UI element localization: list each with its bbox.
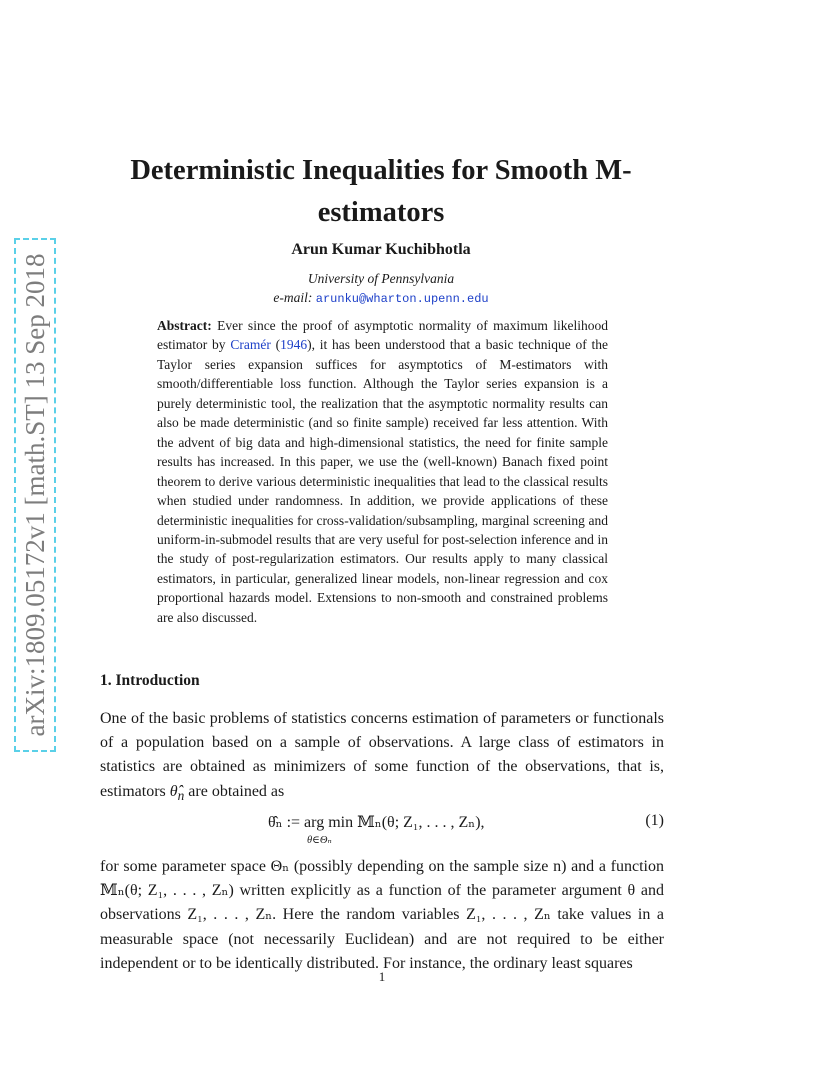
estimator-symbol: $\thetâ_n$ bbox=[169, 782, 185, 803]
citation-year-link[interactable]: 1946 bbox=[280, 337, 308, 353]
email-label: e-mail: bbox=[273, 290, 313, 305]
citation-author-link[interactable]: Cramér bbox=[230, 337, 271, 353]
paragraph-1-start: One of the basic problems of statistics concerns estimation of parameters or functionals of a population based on a sample of observations. A large class of estimators in statistics are obtained as minimizers of some function of the observations, that is, estimators bbox=[100, 710, 664, 800]
paragraph-1-end: are obtained as bbox=[188, 782, 285, 800]
abstract-label: Abstract: bbox=[157, 318, 212, 333]
affiliation: University of Pennsylvania bbox=[307, 271, 455, 286]
paper-title: Deterministic Inequalities for Smooth M-estimators bbox=[130, 155, 632, 228]
equation-subscript: θ∈Θₙ bbox=[307, 835, 332, 846]
author-name: Arun Kumar Kuchibhotla bbox=[291, 241, 471, 258]
abstract-text-rest: , it has been understood that a basic technique of the Taylor series expansion suffices for asymptotics of M-estimators with smooth/differentiable loss function. Although the Taylor series expansion is a purely deterministic tool, the realization that the asymptotic normality results can also be made deterministic (and so finite sample) received far less attention. With the advent of big data and high-dimensional statistics, the need for finite sample results has increased. In this paper, we use the (well-known) Banach fixed point theorem to derive various deterministic inequalities that lead to the classical results when studied under randomness. In addition, we provide applications of these deterministic inequalities for cross-validation/subsampling, marginal screening and uniform-in-submodel results that are very useful for post-selection inference and in the study of post-regularization estimators. Our results apply to many classical estimators, in particular, generalized linear models, non-linear regression and cox proportional hazards model. Extensions to non-smooth and constrained problems are also discussed. bbox=[157, 337, 609, 625]
section-number: 1. bbox=[100, 672, 112, 689]
intro-paragraph-1 bbox=[100, 707, 664, 808]
email-link[interactable]: arunku@wharton.upenn.edu bbox=[315, 292, 489, 306]
abstract-text-start: Ever since the proof of asymptotic normality of maximum likelihood estimator by bbox=[157, 318, 608, 353]
section-heading-introduction bbox=[100, 672, 200, 690]
page-number: 1 bbox=[378, 969, 386, 984]
email-line bbox=[100, 290, 662, 306]
arxiv-identifier: arXiv:1809.05172v1 [math.ST] 13 Sep 2018 bbox=[20, 253, 50, 737]
equation-number: (1) bbox=[645, 812, 664, 829]
abstract: Abstract: Ever since the proof of asymptotic normality of maximum likelihood estimator by Cramér (1946), it has been understood that a basic technique of the Taylor series expansion suffices for asymptotics of M-estimators with smooth/differentiable loss function. Although the Taylor series expansion is a purely deterministic tool, the realization that the asymptotic normality results can also be made deterministic (and so finite sample) received far less attention. With the advent of big data and high-dimensional statistics, the need for finite sample results has increased. In this paper, we use the (well-known) Banach fixed point theorem to derive various deterministic inequalities that lead to the classical results when studied under randomness. In addition, we provide applications of these deterministic inequalities for cross-validation/subsampling, marginal screening and uniform-in-submodel results that are very useful for post-selection inference and in the study of post-regularization estimators. Our results apply to many classical estimators, in particular, generalized linear models, non-linear regression and cox proportional hazards model. Extensions to non-smooth and constrained problems are also discussed. bbox=[157, 318, 609, 625]
equation-body: θ̂ₙ := arg min 𝕄ₙ(θ; Z₁, . . . , Zₙ), bbox=[268, 814, 485, 831]
section-title: Introduction bbox=[115, 672, 200, 689]
equation-1 bbox=[100, 812, 664, 852]
intro-paragraph-2: for some parameter space Θₙ (possibly depending on the sample size n) and a function 𝕄ₙ(θ; Z₁, . . . , Zₙ) written explicitly as a function of the parameter argument θ and observations Z₁, . . . , Zₙ. Here the random variables Z₁, . . . , Zₙ take values in a measurable space (not necessarily Euclidean) and are not required to be either independent or to be identically distributed. For instance, the ordinary least squares bbox=[100, 858, 664, 972]
